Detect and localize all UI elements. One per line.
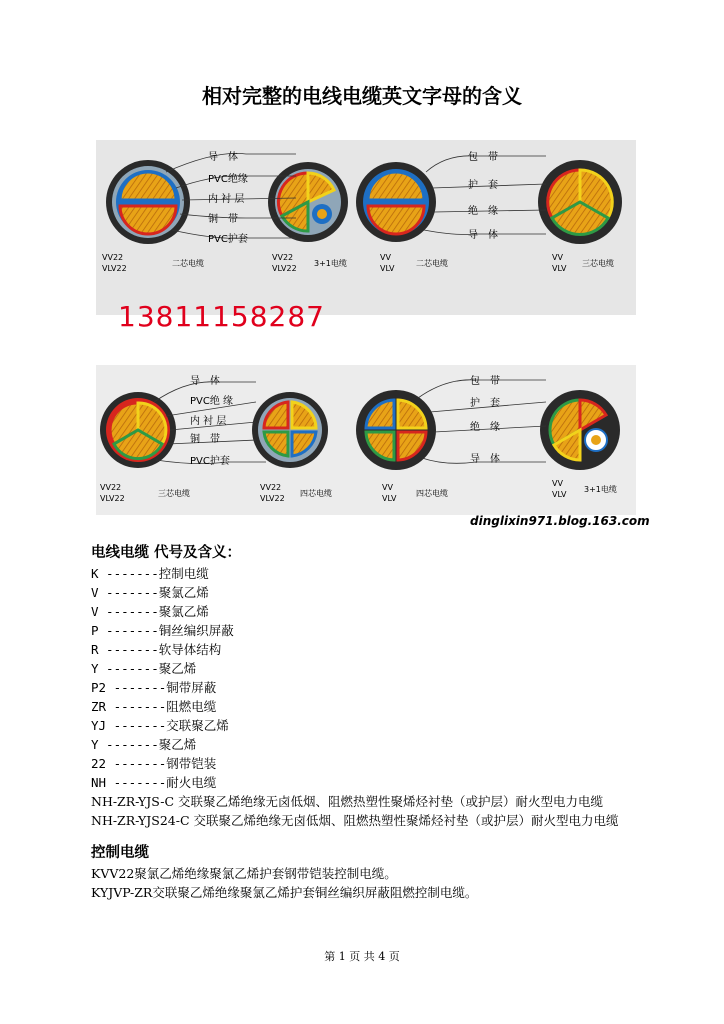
tr-code2-b: VLV bbox=[552, 264, 567, 273]
control-cable-line: KVV22聚氯乙烯绝缘聚氯乙烯护套钢带铠装控制电缆。 bbox=[91, 866, 397, 881]
tl-label-1: PVC绝缘 bbox=[208, 174, 248, 185]
tr-code1-a: VV bbox=[380, 253, 391, 262]
bl-code2-b: VLV22 bbox=[260, 494, 285, 503]
section2-heading: 控制电缆 bbox=[91, 845, 149, 861]
cable-diagram bbox=[96, 140, 636, 530]
tl-label-3: 铜 带 bbox=[208, 214, 238, 225]
code-line: V -------聚氯乙烯 bbox=[91, 604, 209, 619]
bl-label-2: 内 衬 层 bbox=[190, 416, 227, 427]
bl-label-3: 铜 带 bbox=[190, 434, 220, 445]
bl-name1: 三芯电缆 bbox=[158, 489, 190, 498]
code-line: YJ -------交联聚乙烯 bbox=[91, 718, 229, 733]
content bbox=[91, 542, 651, 902]
control-cable-line: KYJVP-ZR交联聚乙烯绝缘聚氯乙烯护套铜丝编织屏蔽阻燃控制电缆。 bbox=[91, 885, 478, 900]
bl-code1-a: VV22 bbox=[100, 483, 122, 492]
cable-br-four-core bbox=[356, 390, 436, 470]
br-code2-b: VLV bbox=[552, 490, 567, 499]
code-line: Y -------聚乙烯 bbox=[91, 737, 197, 752]
bl-label-4: PVC护套 bbox=[190, 456, 230, 467]
br-name2: 3+1电缆 bbox=[584, 485, 617, 494]
tr-code1-b: VLV bbox=[380, 264, 395, 273]
tr-name2: 三芯电缆 bbox=[582, 259, 614, 268]
tl-label-4: PVC护套 bbox=[208, 234, 248, 245]
br-code1-a: VV bbox=[382, 483, 393, 492]
bl-name2: 四芯电缆 bbox=[300, 489, 332, 498]
tl-name1: 二芯电缆 bbox=[172, 259, 204, 268]
watermark: dinglixin971.blog.163.com bbox=[470, 514, 650, 528]
code-line: P2 -------铜带屏蔽 bbox=[91, 680, 217, 695]
tl-label-0: 导 体 bbox=[208, 152, 238, 163]
page-footer: 第 1 页 共 4 页 bbox=[324, 950, 400, 963]
code-line: NH -------耐火电缆 bbox=[91, 775, 217, 790]
cable-br-three-plus-one bbox=[540, 390, 620, 470]
page-title: 相对完整的电线电缆英文字母的含义 bbox=[202, 84, 522, 108]
tr-label-2: 绝 缘 bbox=[468, 206, 498, 217]
br-label-1: 护 套 bbox=[470, 398, 500, 409]
cable-bl-four-core bbox=[252, 392, 328, 468]
bl-code1-b: VLV22 bbox=[100, 494, 125, 503]
bl-code2-a: VV22 bbox=[260, 483, 282, 492]
tl-code1-b: VLV22 bbox=[102, 264, 127, 273]
bl-label-1: PVC绝 缘 bbox=[190, 396, 234, 407]
code-line: K -------控制电缆 bbox=[91, 566, 209, 581]
tr-label-1: 护 套 bbox=[468, 180, 498, 191]
br-name1: 四芯电缆 bbox=[416, 489, 448, 498]
code-line: Y -------聚乙烯 bbox=[91, 661, 197, 676]
bl-label-0: 导 体 bbox=[190, 376, 220, 387]
tr-code2-a: VV bbox=[552, 253, 563, 262]
code-line: ZR -------阻燃电缆 bbox=[91, 699, 217, 714]
tl-code2-b: VLV22 bbox=[272, 264, 297, 273]
code-line: V -------聚氯乙烯 bbox=[91, 585, 209, 600]
tl-code2-a: VV22 bbox=[272, 253, 294, 262]
code-paragraph: NH-ZR-YJS24-C 交联聚乙烯绝缘无卤低烟、阻燃热塑性聚烯烃衬垫（或护层）耐火型电力电缆 bbox=[91, 813, 619, 828]
code-line: 22 -------钢带铠装 bbox=[91, 756, 217, 771]
br-label-2: 绝 缘 bbox=[470, 422, 500, 433]
br-label-3: 导 体 bbox=[470, 454, 500, 465]
tl-name2: 3+1电缆 bbox=[314, 259, 347, 268]
cable-tl-three-plus-one bbox=[268, 162, 348, 242]
phone-number: 13811158287 bbox=[118, 300, 325, 333]
br-code2-a: VV bbox=[552, 479, 563, 488]
cable-bl-three-core bbox=[100, 392, 176, 468]
tr-name1: 二芯电缆 bbox=[416, 259, 448, 268]
tl-code1-a: VV22 bbox=[102, 253, 124, 262]
cable-tr-three-core bbox=[538, 160, 622, 244]
code-line: R -------软导体结构 bbox=[91, 642, 222, 657]
code-paragraph: NH-ZR-YJS-C 交联聚乙烯绝缘无卤低烟、阻燃热塑性聚烯烃衬垫（或护层）耐火型电力电缆 bbox=[91, 794, 604, 809]
tr-label-3: 导 体 bbox=[468, 230, 498, 241]
code-line: P -------铜丝编织屏蔽 bbox=[91, 623, 234, 638]
section1-heading: 电线电缆 代号及含义： bbox=[91, 545, 242, 561]
br-code1-b: VLV bbox=[382, 494, 397, 503]
tl-label-2: 内 衬 层 bbox=[208, 194, 245, 205]
tr-label-0: 包 带 bbox=[468, 152, 498, 163]
br-label-0: 包 带 bbox=[470, 376, 500, 387]
